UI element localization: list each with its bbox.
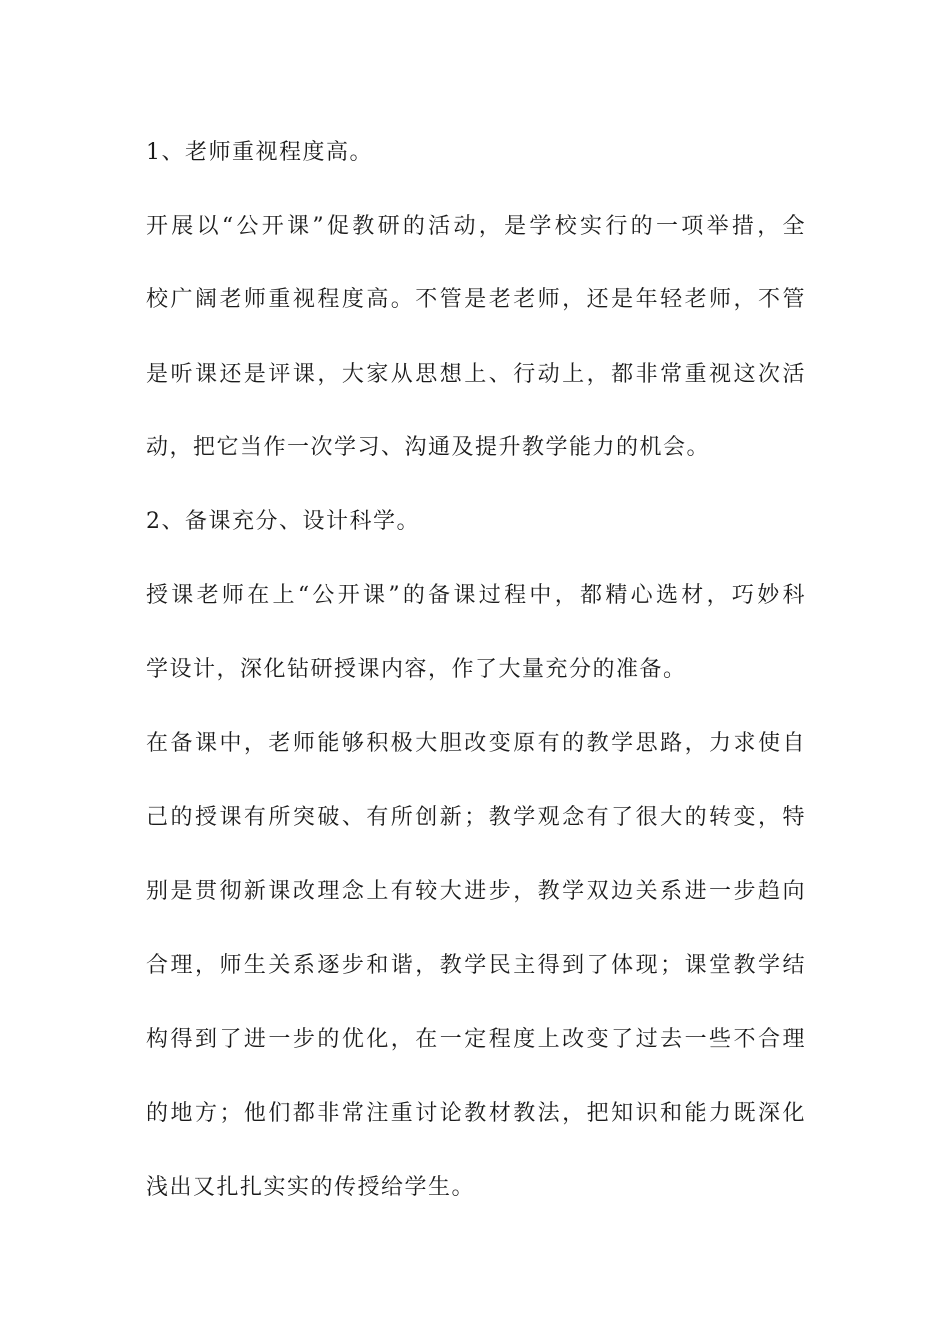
paragraph-line: 的地方；他们都非常注重讨论教材教法，把知识和能力既深化: [146, 1101, 806, 1126]
paragraph-line: 别是贯彻新课改理念上有较大进步，教学双边关系进一步趋向: [146, 879, 806, 904]
section-heading-2: 2、备课充分、设计科学。: [146, 509, 420, 534]
paragraph-line: 合理，师生关系逐步和谐，教学民主得到了体现；课堂教学结: [146, 953, 806, 978]
paragraph-line: 在备课中，老师能够积极大胆改变原有的教学思路，力求使自: [146, 731, 806, 756]
paragraph-line: 浅出又扎扎实实的传授给学生。: [146, 1175, 476, 1200]
paragraph-line: 己的授课有所突破、有所创新；教学观念有了很大的转变，特: [146, 805, 806, 830]
section-heading-1: 1、老师重视程度高。: [146, 140, 373, 165]
paragraph-line: 是听课还是评课，大家从思想上、行动上，都非常重视这次活: [146, 362, 806, 387]
paragraph-line: 开展以“公开课”促教研的活动，是学校实行的一项举措，全: [146, 214, 806, 239]
paragraph-line: 校广阔老师重视程度高。不管是老老师，还是年轻老师，不管: [146, 287, 806, 312]
paragraph-line: 构得到了进一步的优化，在一定程度上改变了过去一些不合理: [146, 1027, 806, 1052]
paragraph-line: 动，把它当作一次学习、沟通及提升教学能力的机会。: [146, 435, 711, 460]
paragraph-line: 授课老师在上“公开课”的备课过程中，都精心选材，巧妙科: [146, 583, 806, 608]
paragraph-line: 学设计，深化钻研授课内容，作了大量充分的准备。: [146, 657, 687, 682]
